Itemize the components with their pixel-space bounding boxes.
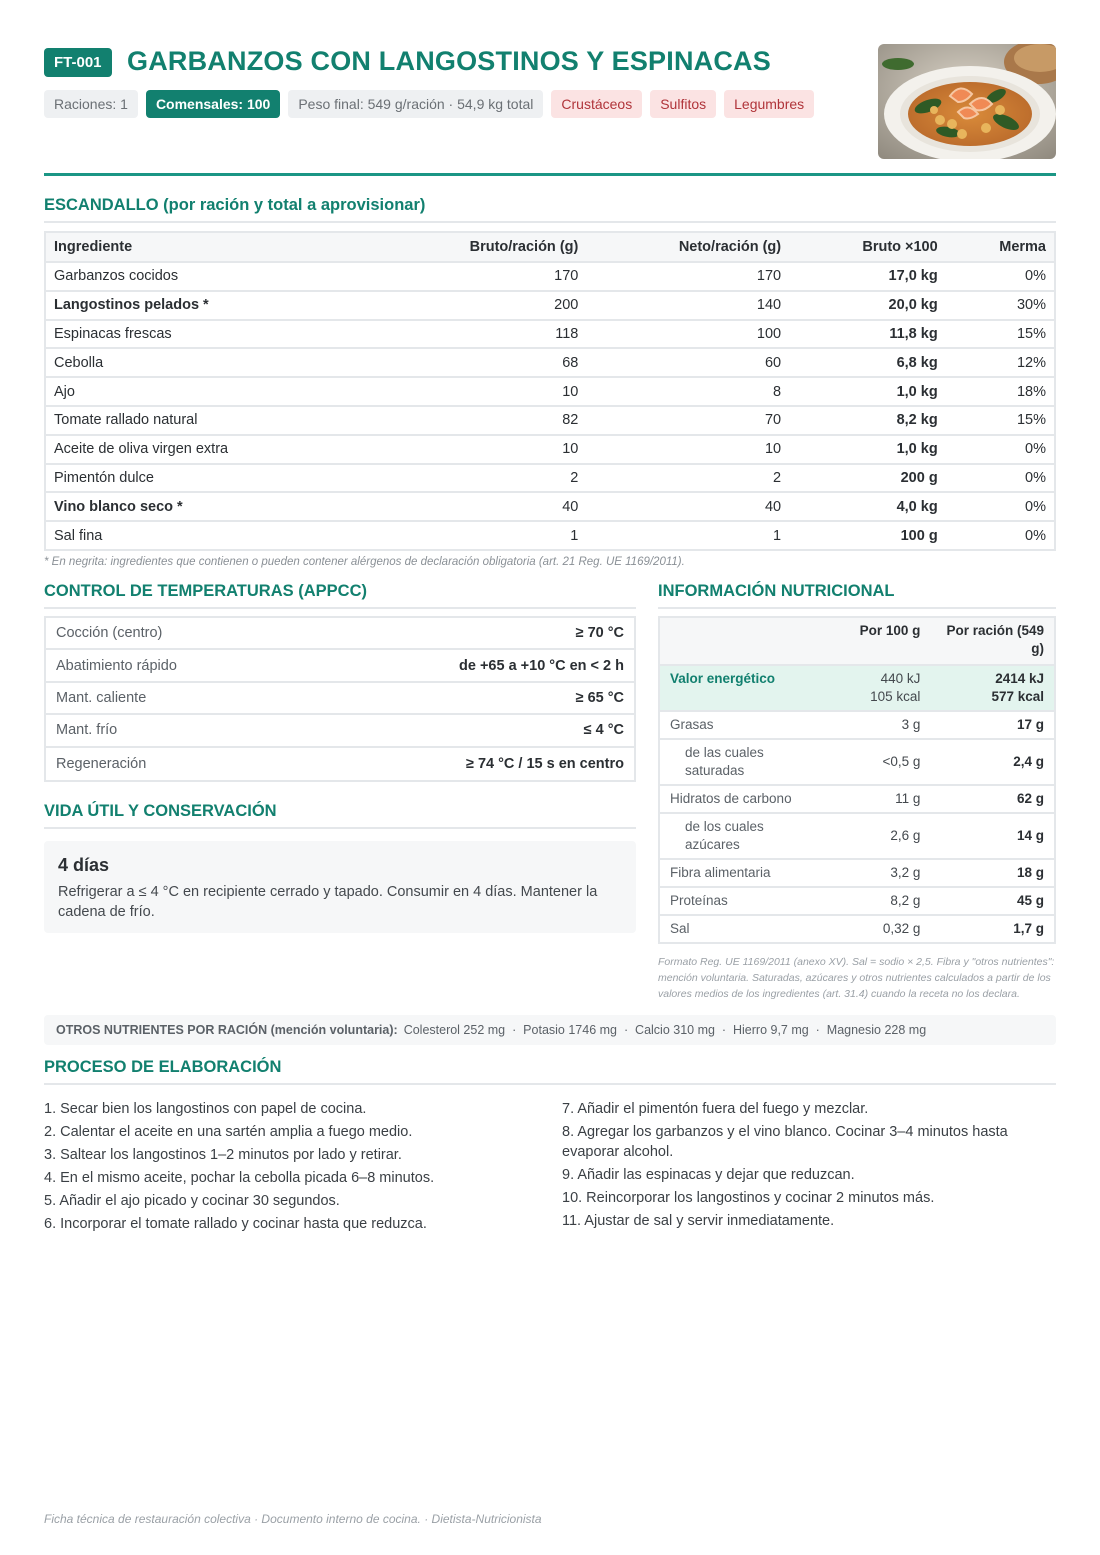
temperature-label: Mant. caliente: [56, 689, 147, 706]
temperature-label: Abatimiento rápido: [56, 657, 177, 674]
temperature-label: Regeneración: [56, 755, 147, 772]
energy-per-ration: [930, 665, 1055, 711]
neto-value: 60: [586, 348, 789, 377]
nutrition-note: Formato Reg. UE 1169/2011 (anexo XV). Sal = sodio × 2,5. Fibra y "otros nutrientes": mención voluntaria. Saturadas, azúcares y otros nutrientes calculados a partir de los valores medios de los ingredientes (art. 31.4) cuando la receta no los declara.: [658, 956, 1055, 1000]
neto-value: 8: [586, 377, 789, 406]
temperature-table: [44, 616, 636, 782]
nutrition-row: [659, 785, 1055, 813]
vida-util-section: [44, 802, 636, 933]
merma-value: 18%: [946, 377, 1055, 406]
ingredient-name: Tomate rallado natural: [45, 406, 373, 435]
temperature-label: Mant. frío: [56, 722, 118, 739]
column-header: Neto/ración (g): [586, 232, 789, 262]
ingredient-name: Ajo: [45, 377, 373, 406]
table-row: [45, 406, 1055, 435]
nutrient-per-ration: 17 g: [930, 711, 1055, 739]
table-row: [45, 435, 1055, 464]
energy-kj-100: 440 kJ: [880, 671, 921, 686]
shelf-life-days: 4 días: [58, 854, 110, 875]
table-row: [45, 521, 1055, 550]
table-row: [45, 320, 1055, 349]
bruto-total-value: 20,0 kg: [789, 291, 946, 320]
nutrition-header-row: [659, 617, 1055, 665]
nutrient-per-ration: 1,7 g: [930, 915, 1055, 943]
merma-value: 0%: [946, 435, 1055, 464]
column-header: Ingrediente: [45, 232, 373, 262]
process-step: 6. Incorporar el tomate rallado y cocinar hasta que reduzca.: [44, 1216, 427, 1232]
ingredient-name: Vino blanco seco *: [45, 492, 373, 521]
temperature-row: [46, 683, 634, 715]
neto-value: 1: [773, 527, 782, 544]
process-section: [44, 1058, 1056, 1237]
table-row: [45, 464, 1055, 493]
nutrient-label: Proteínas: [659, 887, 830, 915]
nutrient-per-100: 11 g: [830, 785, 931, 813]
ingredients-table: [44, 231, 1056, 551]
energy-kcal-100: 105 kcal: [870, 689, 921, 704]
allergen-tag: Legumbres: [724, 90, 814, 118]
table-header-row: [45, 232, 1055, 262]
process-step: 2. Calentar el aceite en una sartén amplia a fuego medio.: [44, 1124, 413, 1140]
temperature-value: ≤ 4 °C: [583, 722, 624, 739]
table-row: [45, 262, 1055, 291]
nutrient-per-100: 3 g: [830, 711, 931, 739]
merma-value: 0%: [1025, 527, 1046, 544]
bruto-value: 40: [373, 492, 587, 521]
table-row: [45, 291, 1055, 320]
nutrient-per-100: 3,2 g: [830, 859, 931, 887]
temperature-row: [46, 650, 634, 682]
merma-value: 0%: [946, 262, 1055, 291]
escandallo-section: [44, 196, 1056, 568]
allergen-note: * En negrita: ingredientes que contienen o pueden contener alérgenos de declaración obligatoria (art. 21 Reg. UE 1169/2011).: [44, 555, 685, 568]
merma-value: 0%: [946, 464, 1055, 493]
dish-photo: [878, 44, 1056, 159]
ingredient-name: Garbanzos cocidos: [45, 262, 373, 291]
per-100-header: Por 100 g: [830, 617, 931, 665]
nutrition-row: [659, 813, 1055, 859]
bruto-total-value: 1,0 kg: [789, 435, 946, 464]
nutrition-table: [658, 616, 1056, 944]
bruto-total-value: 100 g: [900, 527, 938, 544]
nutrition-row: [659, 887, 1055, 915]
nutrition-section: [658, 582, 1056, 1002]
steps-column-2: [562, 1099, 1042, 1237]
left-column: [44, 582, 636, 933]
process-step: 5. Añadir el ajo picado y cocinar 30 segundos.: [44, 1193, 340, 1209]
escandallo-title: ESCANDALLO (por ración y total a aprovisionar): [44, 196, 1056, 223]
nutrient-per-ration: 62 g: [930, 785, 1055, 813]
neto-value: 100: [586, 320, 789, 349]
bruto-value: 1: [570, 527, 579, 544]
raciones-tag: Raciones: 1: [44, 90, 138, 118]
nutrient-label: Grasas: [659, 711, 830, 739]
nutrient-label: Sal: [659, 915, 830, 943]
header: [44, 44, 1056, 176]
comensales-tag: Comensales: 100: [146, 90, 280, 118]
merma-value: 30%: [946, 291, 1055, 320]
bruto-value: 200: [373, 291, 587, 320]
tag-row: [44, 90, 814, 118]
empty-header: [659, 617, 830, 665]
neto-value: 2: [586, 464, 789, 493]
steps-column-1: [44, 1099, 562, 1237]
temperature-value: ≥ 74 °C / 15 s en centro: [465, 755, 624, 772]
table-row: [45, 377, 1055, 406]
column-header: Bruto/ración (g): [373, 232, 587, 262]
nutrient-per-100: 0,32 g: [830, 915, 931, 943]
nutrient-per-100: <0,5 g: [830, 739, 931, 785]
bruto-value: 2: [373, 464, 587, 493]
temperature-label: Cocción (centro): [56, 625, 163, 642]
ingredient-name: Aceite de oliva virgen extra: [45, 435, 373, 464]
ingredient-name: Langostinos pelados *: [45, 291, 373, 320]
process-step: 10. Reincorporar los langostinos y cocinar 2 minutos más.: [562, 1190, 935, 1206]
other-nutrients-bar: [44, 1015, 1056, 1045]
process-step: 9. Añadir las espinacas y dejar que reduzcan.: [562, 1167, 855, 1183]
nutrient-label: Hidratos de carbono: [659, 785, 830, 813]
merma-value: 15%: [946, 406, 1055, 435]
allergen-tag: Sulfitos: [650, 90, 716, 118]
merma-value: 0%: [946, 492, 1055, 521]
bruto-total-value: 17,0 kg: [789, 262, 946, 291]
bruto-total-value: 200 g: [789, 464, 946, 493]
bruto-value: 10: [373, 435, 587, 464]
temperaturas-title: CONTROL DE TEMPERATURAS (APPCC): [44, 582, 636, 609]
temperature-row: [46, 715, 634, 747]
process-step: 8. Agregar los garbanzos y el vino blanco. Cocinar 3–4 minutos hasta evaporar alcohol.: [562, 1124, 1008, 1160]
ingredient-name: Cebolla: [45, 348, 373, 377]
nutrient-per-ration: 18 g: [930, 859, 1055, 887]
nutrient-per-100: 8,2 g: [830, 887, 931, 915]
recipe-title: GARBANZOS CON LANGOSTINOS Y ESPINACAS: [127, 46, 771, 76]
bruto-value: 118: [373, 320, 587, 349]
neto-value: 170: [586, 262, 789, 291]
process-step: 1. Secar bien los langostinos con papel de cocina.: [44, 1101, 367, 1117]
temperature-value: ≥ 70 °C: [575, 625, 624, 642]
merma-value: 15%: [946, 320, 1055, 349]
neto-value: 40: [586, 492, 789, 521]
bruto-total-value: 8,2 kg: [789, 406, 946, 435]
ingredient-name: Espinacas frescas: [45, 320, 373, 349]
nutrient-label: de las cuales saturadas: [659, 739, 830, 785]
energy-row: [659, 665, 1055, 711]
temperature-value: ≥ 65 °C: [575, 689, 624, 706]
column-header: Bruto ×100: [789, 232, 946, 262]
nutrient-per-100: 2,6 g: [830, 813, 931, 859]
process-step: 3. Saltear los langostinos 1–2 minutos por lado y retirar.: [44, 1147, 402, 1163]
storage-instructions: Refrigerar a ≤ 4 °C en recipiente cerrado y tapado. Consumir en 4 días. Mantener la cadena de frío.: [58, 883, 598, 920]
recipe-code-badge: FT-001: [44, 48, 112, 77]
neto-value: 70: [586, 406, 789, 435]
bruto-total-value: 6,8 kg: [789, 348, 946, 377]
energy-per-100: [830, 665, 931, 711]
process-step: 11. Ajustar de sal y servir inmediatamente.: [562, 1213, 835, 1229]
neto-value: 10: [586, 435, 789, 464]
nutrition-row: [659, 711, 1055, 739]
bruto-value: 82: [373, 406, 587, 435]
bruto-value: 170: [373, 262, 587, 291]
energy-kj-ration: 2414 kJ: [995, 671, 1044, 686]
nutrition-row: [659, 739, 1055, 785]
ingredient-name: Pimentón dulce: [45, 464, 373, 493]
neto-value: 140: [586, 291, 789, 320]
nutrition-title: INFORMACIÓN NUTRICIONAL: [658, 582, 1056, 609]
peso-tag: Peso final: 549 g/ración · 54,9 kg total: [288, 90, 543, 118]
bruto-total-value: 4,0 kg: [789, 492, 946, 521]
bruto-total-value: 11,8 kg: [789, 320, 946, 349]
nutrient-per-ration: 45 g: [930, 887, 1055, 915]
nutrition-row: [659, 859, 1055, 887]
nutrient-label: Fibra alimentaria: [659, 859, 830, 887]
nutrient-per-ration: 14 g: [930, 813, 1055, 859]
process-step: 4. En el mismo aceite, pochar la cebolla picada 6–8 minutos.: [44, 1170, 435, 1186]
temperature-row: [46, 748, 634, 780]
temperature-row: [46, 618, 634, 650]
other-nutrients-label: OTROS NUTRIENTES POR RACIÓN (mención voluntaria):: [56, 1023, 398, 1037]
ingredient-name: Sal fina: [54, 527, 103, 544]
bruto-total-value: 1,0 kg: [789, 377, 946, 406]
nutrition-row: [659, 915, 1055, 943]
merma-value: 12%: [946, 348, 1055, 377]
energy-label: Valor energético: [659, 665, 830, 711]
nutrient-label: de los cuales azúcares: [659, 813, 830, 859]
nutrient-per-ration: 2,4 g: [930, 739, 1055, 785]
per-ration-header: Por ración (549 g): [930, 617, 1055, 665]
bruto-value: 10: [373, 377, 587, 406]
table-row: [45, 348, 1055, 377]
bruto-value: 68: [373, 348, 587, 377]
vida-util-title: VIDA ÚTIL Y CONSERVACIÓN: [44, 802, 636, 829]
table-row: [45, 492, 1055, 521]
process-title: PROCESO DE ELABORACIÓN: [44, 1058, 1056, 1085]
column-header: Merma: [946, 232, 1055, 262]
temperature-value: de +65 a +10 °C en < 2 h: [459, 657, 624, 674]
allergen-tag: Crustáceos: [551, 90, 642, 118]
recipe-sheet: [44, 44, 1056, 1232]
other-nutrients-values: Colesterol 252 mg · Potasio 1746 mg · Calcio 310 mg · Hierro 9,7 mg · Magnesio 228 mg: [403, 1023, 927, 1037]
footer: Ficha técnica de restauración colectiva · Documento interno de cocina. · Dietista-Nutricionista: [44, 1512, 542, 1526]
process-step: 7. Añadir el pimentón fuera del fuego y mezclar.: [562, 1101, 869, 1117]
steps-columns: [44, 1099, 1056, 1237]
vida-util-box: [44, 841, 636, 933]
energy-kcal-ration: 577 kcal: [991, 689, 1044, 704]
